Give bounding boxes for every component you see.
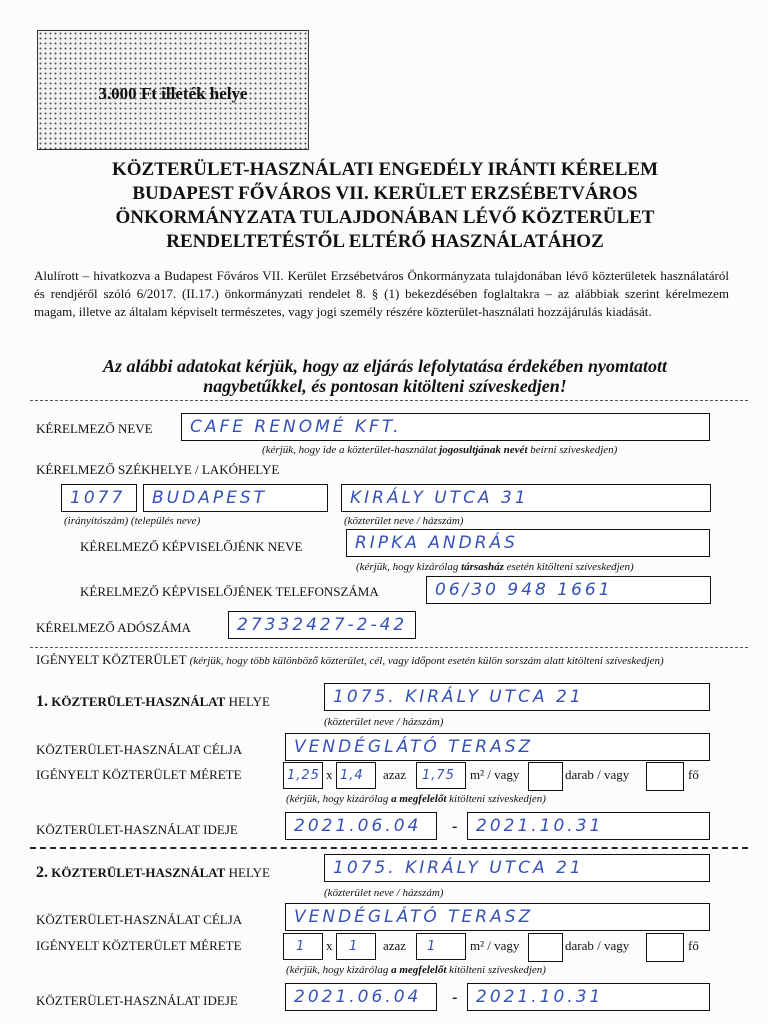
- title-line-4: RENDELTETÉSTŐL ELTÉRŐ HASZNÁLATÁHOZ: [166, 231, 604, 252]
- seat-hint-left: (irányítószám) (település neve): [64, 515, 201, 527]
- title-line-3: ÖNKORMÁNYZATA TULAJDONÁBAN LÉVŐ KÖZTERÜLET: [115, 207, 655, 228]
- item-1-pieces-field[interactable]: [528, 762, 563, 791]
- fill-notice: [40, 356, 730, 396]
- item-1-width-field[interactable]: 1,25: [283, 762, 323, 789]
- item-1-size-hint: (kérjük, hogy kizárólag a megfelelőt kitölteni szíveskedjen): [286, 793, 546, 805]
- item-2-fo: fő: [688, 938, 699, 953]
- item-1-place-label: 1. KÖZTERÜLET-HASZNÁLAT HELYE: [36, 693, 270, 710]
- representative-label: KÉRELMEZŐ KÉPVISELŐJÉNK NEVE: [80, 539, 303, 554]
- item-2-persons-field[interactable]: [646, 933, 684, 962]
- item-1-date-dash: -: [452, 818, 458, 835]
- item-2-times: x: [326, 938, 333, 953]
- item-2-purpose-field[interactable]: VENDÉGLÁTÓ TERASZ: [285, 903, 710, 931]
- item-2-length-field[interactable]: 1: [336, 933, 376, 960]
- divider: [30, 400, 748, 401]
- notice-line-1: Az alábbi adatokat kérjük, hogy az eljárás lefolytatása érdekében nyomtatott: [103, 356, 667, 376]
- fee-stamp-area: [37, 30, 309, 150]
- item-1-persons-field[interactable]: [646, 762, 684, 791]
- item-2-size-hint: (kérjük, hogy kizárólag a megfelelőt kitölteni szíveskedjen): [286, 964, 546, 976]
- notice-line-2: nagybetűkkel, és pontosan kitölteni szíveskedjen!: [203, 376, 567, 396]
- item-1-times: x: [326, 767, 333, 782]
- item-2-azaz: azaz: [383, 938, 407, 953]
- requested-area-heading: [36, 652, 736, 669]
- item-2-pieces-field[interactable]: [528, 933, 563, 962]
- item-1-start-date[interactable]: 2021.06.04: [285, 812, 437, 840]
- item-1-m2: m² / vagy: [470, 767, 520, 782]
- item-1-purpose-label: KÖZTERÜLET-HASZNÁLAT CÉLJA: [36, 742, 243, 757]
- item-2-width-field[interactable]: 1: [283, 933, 323, 960]
- tax-field[interactable]: 27332427-2-42: [228, 611, 416, 639]
- item-2-time-label: KÖZTERÜLET-HASZNÁLAT IDEJE: [36, 993, 238, 1008]
- requested-area-hint: (kérjük, hogy több különböző közterület, cél, vagy időpont esetén külön sorszám alatt kitölteni szíveskedjen): [189, 655, 664, 667]
- divider: [30, 647, 748, 648]
- item-1-length-field[interactable]: 1,4: [336, 762, 376, 789]
- phone-field[interactable]: 06/30 948 1661: [426, 576, 711, 604]
- item-1-size-label: IGÉNYELT KÖZTERÜLET MÉRETE: [36, 767, 242, 782]
- applicant-seat-label: KÉRELMEZŐ SZÉKHELYE / LAKÓHELYE: [36, 462, 280, 477]
- title-line-1: KÖZTERÜLET-HASZNÁLATI ENGEDÉLY IRÁNTI KÉRELEM: [111, 159, 659, 180]
- item-1-azaz: azaz: [383, 767, 407, 782]
- item-1-time-label: KÖZTERÜLET-HASZNÁLAT IDEJE: [36, 822, 238, 837]
- representative-hint: (kérjük, hogy kizárólag társasház esetén kitölteni szíveskedjen): [356, 561, 634, 573]
- item-2-m2: m² / vagy: [470, 938, 520, 953]
- item-2-place-label: 2. KÖZTERÜLET-HASZNÁLAT HELYE: [36, 864, 270, 881]
- section-divider: [30, 847, 748, 849]
- item-1-darab: darab / vagy: [565, 767, 630, 782]
- item-2-size-label: IGÉNYELT KÖZTERÜLET MÉRETE: [36, 938, 242, 953]
- item-1-purpose-field[interactable]: VENDÉGLÁTÓ TERASZ: [285, 733, 710, 761]
- item-2-start-date[interactable]: 2021.06.04: [285, 983, 437, 1011]
- applicant-name-field[interactable]: CAFE RENOMÉ KFT.: [181, 413, 710, 441]
- item-2-end-date[interactable]: 2021.10.31: [467, 983, 710, 1011]
- form-title: [40, 158, 730, 254]
- applicant-name-hint: (kérjük, hogy ide a közterület-használat jogosultjának nevét beírni szíveskedjen): [262, 444, 618, 456]
- item-2-place-hint: (közterület neve / házszám): [324, 887, 444, 899]
- requested-area-label: IGÉNYELT KÖZTERÜLET: [36, 652, 187, 667]
- tax-label: KÉRELMEZŐ ADÓSZÁMA: [36, 620, 191, 635]
- representative-field[interactable]: RIPKA ANDRÁS: [346, 529, 710, 557]
- item-1-end-date[interactable]: 2021.10.31: [467, 812, 710, 840]
- zip-field[interactable]: 1077: [61, 484, 137, 512]
- item-2-date-dash: -: [452, 989, 458, 1006]
- item-1-place-field[interactable]: 1075. KIRÁLY UTCA 21: [324, 683, 710, 711]
- seat-hint-right: (közterület neve / házszám): [344, 515, 464, 527]
- item-2-area-field[interactable]: 1: [416, 933, 466, 960]
- phone-label: KÉRELMEZŐ KÉPVISELŐJÉNEK TELEFONSZÁMA: [80, 584, 379, 599]
- fee-stamp-label: 3.000 Ft illeték helye: [98, 84, 248, 103]
- item-2-purpose-label: KÖZTERÜLET-HASZNÁLAT CÉLJA: [36, 912, 243, 927]
- item-1-fo: fő: [688, 767, 699, 782]
- title-line-2: BUDAPEST FŐVÁROS VII. KERÜLET ERZSÉBETVÁROS: [132, 183, 638, 204]
- item-1-place-hint: (közterület neve / házszám): [324, 716, 444, 728]
- item-1-area-field[interactable]: 1,75: [416, 762, 466, 789]
- city-field[interactable]: BUDAPEST: [143, 484, 328, 512]
- intro-paragraph: Alulírott – hivatkozva a Budapest Főváros VII. Kerület Erzsébetváros Önkormányzata tulajdonában lévő közterületek használatáról és rendjéről szóló 6/2017. (II.17.) önkormányzati rendelet 8. § (1) bekezdésében foglaltakra – az alábbiak szerint kérelmezem magam, illetve az általam képviselt természetes, vagy jogi személy részére közterület-használati hozzájárulás kiadását.: [34, 268, 729, 319]
- item-2-darab: darab / vagy: [565, 938, 630, 953]
- street-field[interactable]: KIRÁLY UTCA 31: [341, 484, 711, 512]
- applicant-name-label: KÉRELMEZŐ NEVE: [36, 421, 153, 436]
- item-2-place-field[interactable]: 1075. KIRÁLY UTCA 21: [324, 854, 710, 882]
